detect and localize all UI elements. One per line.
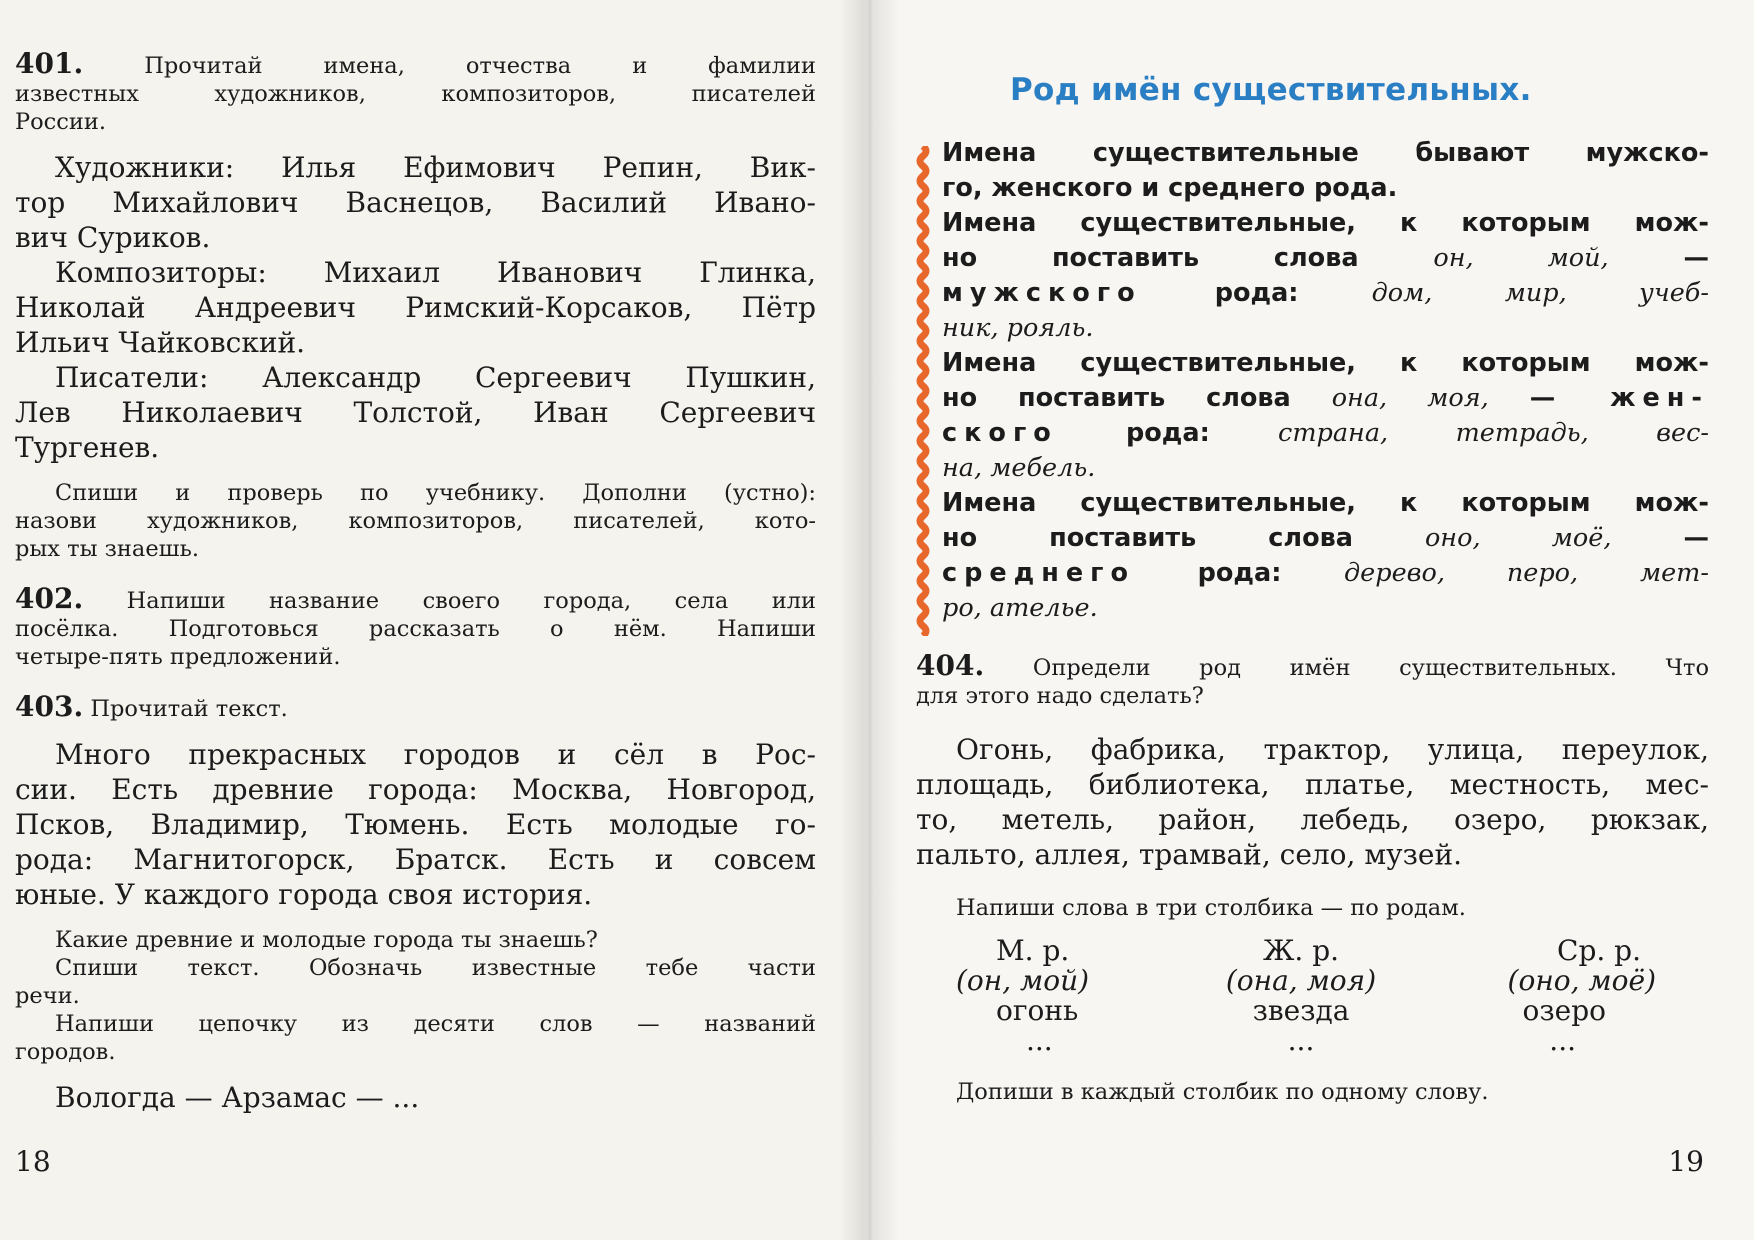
exercise-403-question-3: Напиши цепочку из десяти слов — названий городов. bbox=[15, 1011, 816, 1065]
rule-text: Имена существительные бывают мужско- го, женского и среднего рода. Имена существительные, к которым мож- но поставить слова он, мой, — мужского рода: дом, мир, учеб- ник, рояль. Имена существительные, к которым мож- но поставить слова она, моя, — жен- ского рода: страна, тетрадь, вес- на, мебель. Имена существительные, к которым мож- но поставить слова оно, моё, — среднего рода: дерево, перо, мет- ро, ателье. bbox=[942, 138, 1709, 623]
page-right bbox=[866, 0, 1754, 1240]
exercise-404-final: Допиши в каждый столбик по одному слову. bbox=[956, 1079, 1489, 1105]
exercise-403-question-2: Спиши текст. Обозначь известные тебе части речи. bbox=[15, 955, 816, 1009]
gender-columns bbox=[956, 936, 1656, 1056]
exercise-403-text: Много прекрасных городов и сёл в Рос- сии. Есть древние города: Москва, Новгород, Псков, Владимир, Тюмень. Есть молодые го- рода: Магнитогорск, Братск. Есть и совсем юные. У каждого города своя история. bbox=[15, 738, 816, 911]
exercise-404-words: Огонь, фабрика, трактор, улица, переулок, площадь, библиотека, платье, местность, мес- то, метель, район, лебедь, озеро, рюкзак, пальто, аллея, трамвай, село, музей. bbox=[916, 733, 1709, 871]
writers-paragraph: Писатели: Александр Сергеевич Пушкин, Лев Николаевич Толстой, Иван Сергеевич Тургенев. bbox=[15, 361, 816, 464]
exercise-number: 404. bbox=[916, 649, 985, 682]
city-chain: Вологда — Арзамас — ... bbox=[55, 1081, 420, 1114]
page-left bbox=[0, 0, 866, 1240]
column-feminine: Ж. р. (она, моя) звезда ... bbox=[1225, 934, 1377, 1057]
section-title: Род имён существительных. bbox=[1010, 72, 1532, 108]
exercise-number: 402. bbox=[15, 582, 84, 615]
exercise-number: 401. bbox=[15, 47, 84, 80]
rule-bar-decoration bbox=[916, 146, 930, 636]
page-number-left: 18 bbox=[15, 1145, 51, 1178]
exercise-404-task: 404. Определи род имён существительных. Что для этого надо сделать? bbox=[916, 649, 1709, 709]
column-neuter: Ср. р. (оно, моё) озеро ... bbox=[1507, 934, 1656, 1057]
exercise-403-question-1: Какие древние и молодые города ты знаешь? bbox=[55, 927, 598, 953]
composers-paragraph: Композиторы: Михаил Иванович Глинка, Николай Андреевич Римский-Корсаков, Пётр Ильич Чайковский. bbox=[15, 256, 816, 359]
artists-paragraph: Художники: Илья Ефимович Репин, Вик- тор Михайлович Васнецов, Василий Ивано- вич Суриков. bbox=[15, 151, 816, 254]
exercise-404-instruction: Напиши слова в три столбика — по родам. bbox=[956, 895, 1466, 921]
exercise-401-instruction: Спиши и проверь по учебнику. Дополни (устно): назови художников, композиторов, писателей, кото- рых ты знаешь. bbox=[15, 480, 816, 562]
exercise-401-task: 401. Прочитай имена, отчества и фамилии известных художников, композиторов, писателей России. bbox=[15, 47, 816, 135]
exercise-402: 402. Напиши название своего города, села или посёлка. Подготовься рассказать о нём. Напиши четыре-пять предложений. bbox=[15, 582, 816, 670]
column-masculine: М. р. (он, мой) огонь ... bbox=[956, 934, 1090, 1057]
exercise-403-task: 403. Прочитай текст. bbox=[15, 690, 288, 723]
exercise-number: 403. bbox=[15, 690, 84, 723]
grammar-rule-box bbox=[916, 136, 1709, 626]
page-number-right: 19 bbox=[1668, 1145, 1704, 1178]
